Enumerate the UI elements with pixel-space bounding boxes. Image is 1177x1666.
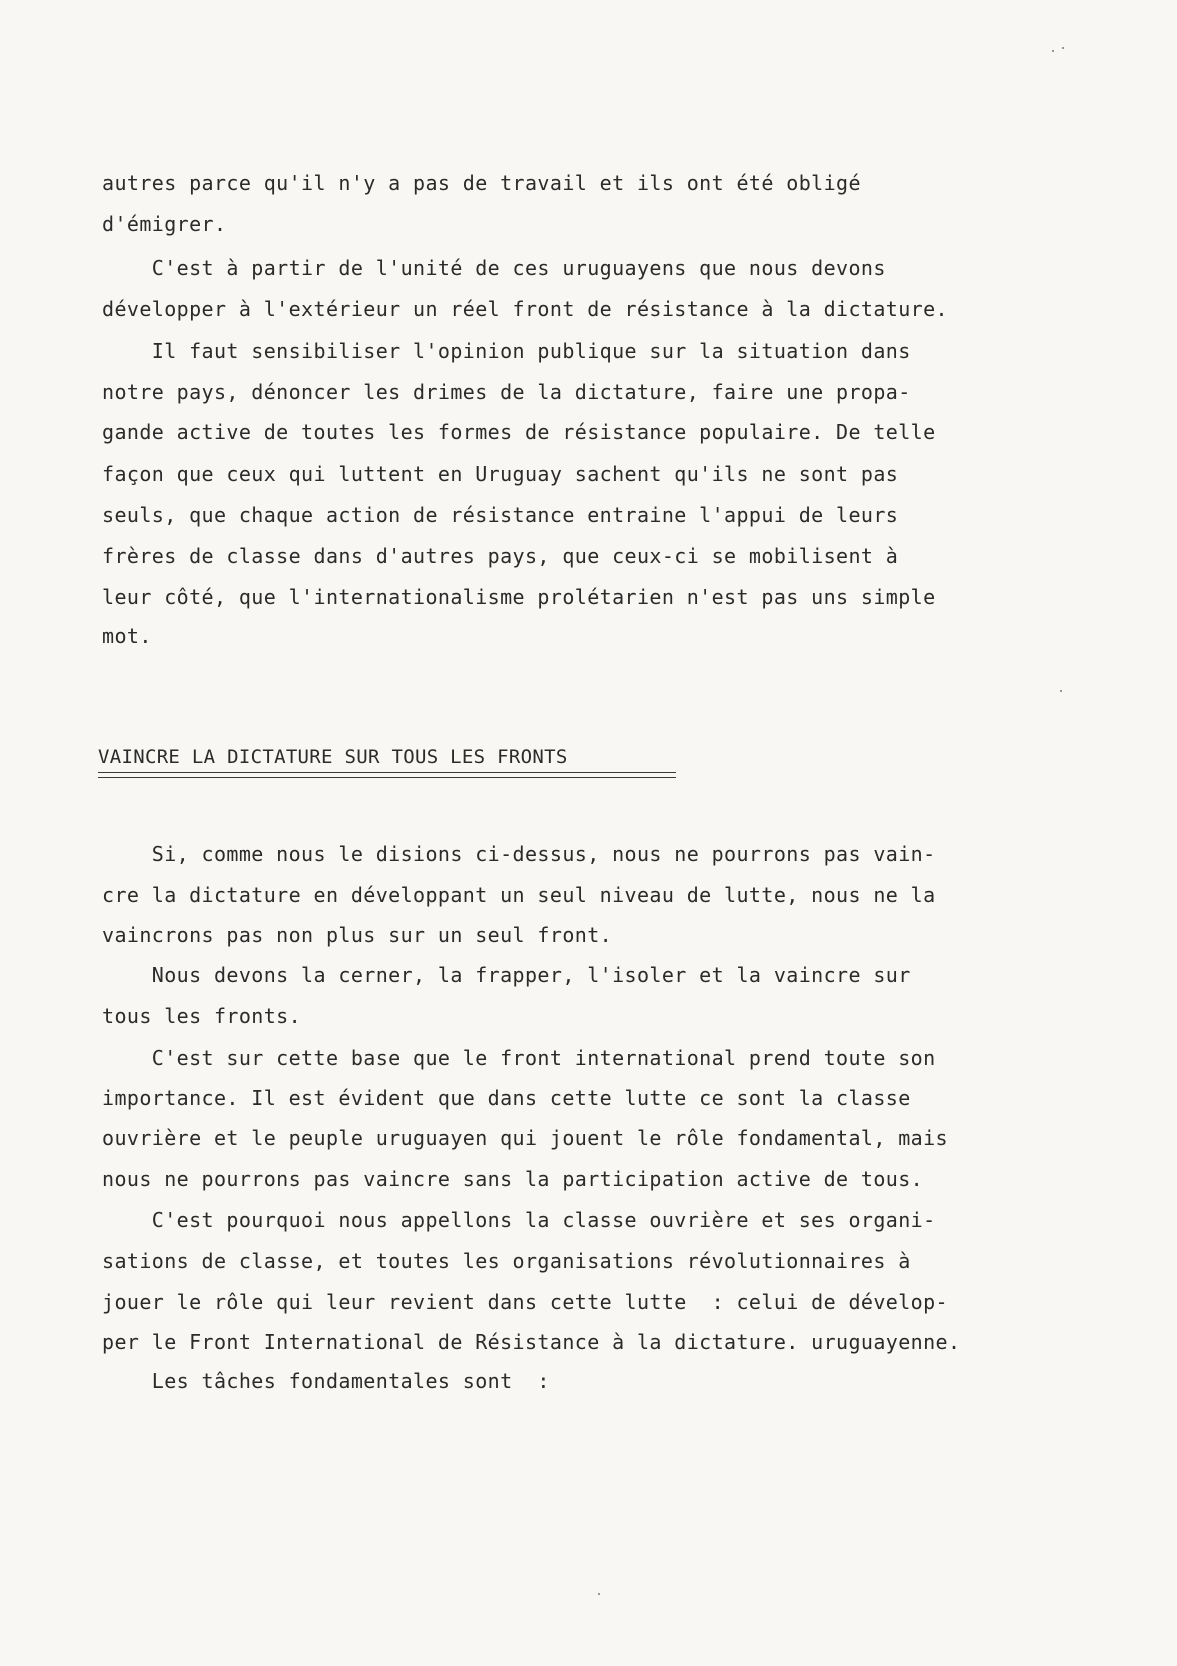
text-line: ouvrière et le peuple uruguayen qui jouent le rôle fondamental, mais [102,1126,948,1150]
text-line: C'est pourquoi nous appellons la classe ouvrière et ses organi- [102,1208,936,1232]
text-line: frères de classe dans d'autres pays, que ceux-ci se mobilisent à [102,544,899,568]
text-line: tous les fronts. [102,1004,302,1028]
text-line: mot. [102,624,152,648]
text-line: per le Front International de Résistance à la dictature. uruguayenne. [102,1330,961,1354]
text-line: importance. Il est évident que dans cette lutte ce sont la classe [102,1086,911,1110]
paper-speck [598,1593,600,1595]
text-line: Nous devons la cerner, la frapper, l'isoler et la vaincre sur [102,963,911,987]
text-line: C'est à partir de l'unité de ces uruguayens que nous devons [102,256,886,280]
text-line: seuls, que chaque action de résistance entraine l'appui de leurs [102,503,899,527]
paper-speck [1060,690,1062,692]
text-line: notre pays, dénoncer les drimes de la dictature, faire une propa- [102,380,911,404]
section-heading: VAINCRE LA DICTATURE SUR TOUS LES FRONTS [98,746,568,768]
text-line: d'émigrer. [102,212,227,236]
text-line: autres parce qu'il n'y a pas de travail et ils ont été obligé [102,171,861,195]
text-line: Si, comme nous le disions ci-dessus, nous ne pourrons pas vain- [102,842,936,866]
text-line: nous ne pourrons pas vaincre sans la participation active de tous. [102,1167,924,1191]
text-line: leur côté, que l'internationalisme prolétarien n'est pas uns simple [102,585,936,609]
text-line: jouer le rôle qui leur revient dans cette lutte : celui de dévelop- [102,1290,948,1314]
text-line: cre la dictature en développant un seul niveau de lutte, nous ne la [102,883,936,907]
text-line: Il faut sensibiliser l'opinion publique sur la situation dans [102,339,911,363]
text-line: C'est sur cette base que le front international prend toute son [102,1046,936,1070]
paper-speck [1052,50,1054,52]
text-line: gande active de toutes les formes de résistance populaire. De telle [102,420,936,444]
text-line: sations de classe, et toutes les organisations révolutionnaires à [102,1249,911,1273]
paper-speck [1062,47,1064,49]
text-line: vaincrons pas non plus sur un seul front. [102,923,613,947]
text-line: façon que ceux qui luttent en Uruguay sachent qu'ils ne sont pas [102,462,899,486]
text-line: développer à l'extérieur un réel front de résistance à la dictature. [102,297,948,321]
text-line: Les tâches fondamentales sont : [102,1369,550,1393]
heading-double-underline [98,772,676,778]
